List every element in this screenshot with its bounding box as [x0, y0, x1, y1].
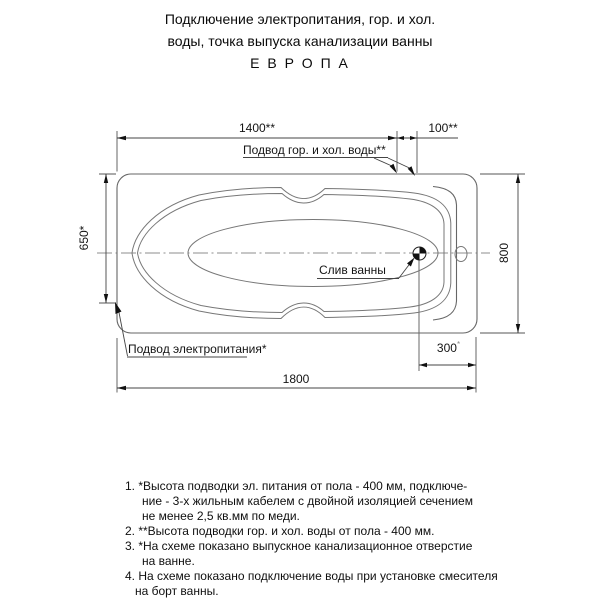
- dimension-bottom: [117, 386, 476, 391]
- drain-label: Слив ванны: [319, 263, 386, 277]
- footnote-3-line-2: на ванне.: [142, 554, 195, 568]
- footnotes-block: [125, 479, 585, 599]
- dim-650-label: 650*: [77, 225, 91, 251]
- title-line-2: воды, точка выпуска канализации ванны: [167, 33, 433, 49]
- dim-300-mark: *: [456, 340, 462, 349]
- water-supply-label: Подвод гор. и хол. воды**: [243, 143, 386, 157]
- dimension-left: [104, 174, 108, 303]
- dim-300-label: [427, 340, 471, 355]
- dimension-right: [516, 174, 520, 333]
- dim-1800-label: 1800: [282, 372, 310, 386]
- dim-800-label: 800: [497, 242, 511, 264]
- footnote-4-line-2: на борт ванны.: [135, 584, 219, 598]
- footnote-1-line-1: 1. *Высота подводки эл. питания от пола - 400 мм, подключе-: [125, 479, 468, 493]
- dim-100-label: 100**: [428, 121, 458, 135]
- footnote-3-line-1: 3. *На схеме показано выпускное канализационное отверстие: [125, 539, 473, 553]
- title-line-1: Подключение электропитания, гор. и хол.: [164, 11, 436, 27]
- dim-1400-label: 1400**: [238, 121, 276, 135]
- footnote-1-line-2: ние - 3-х жильным кабелем с двойной изоляцией сечением: [142, 494, 473, 508]
- drain-icon: [413, 247, 426, 260]
- footnote-2-line-1: 2. **Высота подводки гор. и хол. воды от пола - 400 мм.: [125, 524, 435, 538]
- footnote-1-line-3: не менее 2,5 кв.мм по меди.: [142, 509, 300, 523]
- title-model-name: Е В Р О П А: [250, 55, 350, 71]
- dimension-drain-offset: [419, 363, 476, 367]
- footnote-4-line-1: 4. На схеме показано подключение воды при установке смесителя: [125, 569, 498, 583]
- leader-water-supply: [243, 158, 415, 177]
- dimension-top: [117, 136, 458, 141]
- power-supply-label: Подвод электропитания*: [128, 342, 267, 356]
- dim-300-value: 300: [436, 341, 457, 355]
